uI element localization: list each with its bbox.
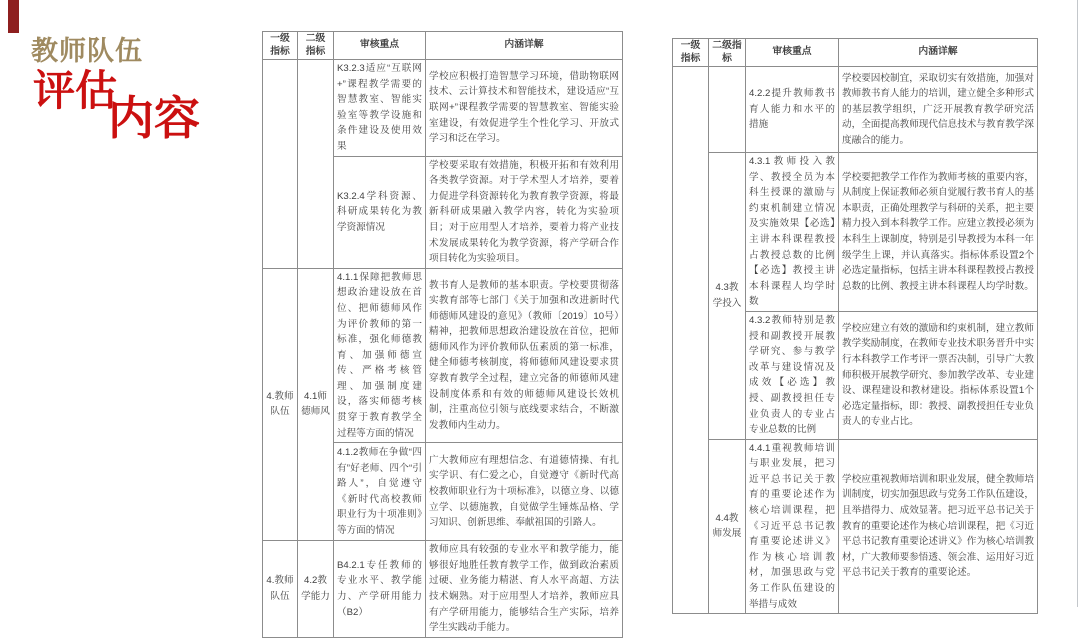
table-row [263, 60, 623, 157]
cell-review: K3.2.4学科资源、科研成果转化为教学资源情况 [334, 156, 426, 268]
table-row [263, 268, 623, 443]
cell-review: 4.2.2提升教师教书育人能力和水平的措施 [746, 67, 839, 153]
table-header-row [673, 39, 1038, 67]
cell-review: 4.1.2教师在争做“四有”好老师、四个“引路人”，自觉遵守《新时代高校教师职业行为十项准则》等方面的情况 [334, 443, 426, 541]
slide-title-part2: 内容 [108, 92, 200, 144]
cell-level2 [709, 67, 746, 153]
header-detail: 内涵详解 [426, 32, 623, 60]
table-row [673, 439, 1038, 614]
cell-review: 4.4.1重视教师培训与职业发展，把习近平总书记关于教育的重要论述作为核心培训课程，把《习近平总书记教育重要论述讲义》作为核心培训教材，加强思政与党务工作队伍建设的举措与成效 [746, 439, 839, 614]
cell-detail: 学校应重视教师培训和职业发展，健全教师培训制度，切实加强思政与党务工作队伍建设，且举措得力、成效显著。把习近平总书记关于教育的重要论述作为核心培训课程，把《习近平总书记教育重要论述讲义》作为核心培训教材，广大教师要参悟透、领会准、运用好习近平总书记关于教育的重要论述。 [839, 439, 1038, 614]
cell-detail: 广大教师应有理想信念、有道德情操、有扎实学识、有仁爱之心，自觉遵守《新时代高校教师职业行为十项标准》，以德立身、以德立学、以德施教，自觉做学生锤炼品格、学习知识、创新思维、奉献祖国的引路人。 [426, 443, 623, 541]
cell-level2: 4.1师德师风 [298, 268, 334, 541]
red-accent-bar [8, 0, 19, 33]
cell-review: B4.2.1专任教师的专业水平、教学能力、产学研用能力（B2） [334, 541, 426, 638]
cell-detail: 教书育人是教师的基本职责。学校要贯彻落实教育部等七部门《关于加强和改进新时代师德师风建设的意见》（教师〔2019〕10号）精神，把教师思想政治建设放在首位，把师德师风作为评价教师队伍素质的第一标准，健全师德考核制度，将师德师风建设要求贯穿教育教学全过程，建立完备的师德师风建设制度体系和有效的师德师风建设长效机制，注重高位引领与底线要求结合，不断激发教师内生动力。 [426, 268, 623, 443]
cell-detail: 学校要因校制宜，采取切实有效措施，加强对教师教书育人能力的培训，建立健全多种形式的基层教学组织，广泛开展教育教学研究活动，全面提高教师现代信息技术与教育教学深度融合的能力。 [839, 67, 1038, 153]
cell-level1: 4.教师队伍 [263, 541, 298, 638]
header-review-focus: 审核重点 [746, 39, 839, 67]
right-table [672, 38, 1038, 614]
cell-detail: 教师应具有较强的专业水平和教学能力，能够很好地胜任教育教学工作，做到政治素质过硬、业务能力精湛、育人水平高超、方法技术娴熟。对于应用型人才培养，教师应具有产学研用能力，能够结合生产实际，培养学生实践动手能力。 [426, 541, 623, 638]
header-level2-indicator: 二级指标 [298, 32, 334, 60]
slide-right-edge [1077, 0, 1078, 607]
cell-review: 4.3.2教师特别是教授和副教授开展教学研究、参与教学改革与建设情况及成效【必选】教授、副教授担任专业负责人的专业占专业总数的比例 [746, 311, 839, 439]
left-table [262, 31, 623, 638]
header-level2-indicator: 二级指标 [709, 39, 746, 67]
slide-subtitle: 教师队伍 [31, 36, 143, 66]
cell-level1: 4.教师队伍 [263, 268, 298, 541]
cell-level2: 4.4教师发展 [709, 439, 746, 614]
cell-detail: 学校要采取有效措施，积极开拓和有效利用各类教学资源。对于学术型人才培养，要着力促进学科资源转化为教育教学资源，将最新科研成果融入教学内容，转化为实验项目；对于应用型人才培养，要着力将产业技术发展成果转化为教学资源，将产学研合作项目转化为实验项目。 [426, 156, 623, 268]
cell-detail: 学校应建立有效的激励和约束机制，建立教师教学奖励制度，在教师专业技术职务晋升中实行本科教学工作考评一票否决制，引导广大教师积极开展教学研究、参加教学改革、专业建设、课程建设和教材建设。指标体系设置1个必选定量指标，即：教授、副教授担任专业负责人的专业占比。 [839, 311, 1038, 439]
table-row [673, 67, 1038, 153]
cell-level1 [263, 60, 298, 269]
cell-level1 [673, 67, 709, 614]
header-review-focus: 审核重点 [334, 32, 426, 60]
cell-review: 4.1.1保障把教师思想政治建设放在首位、把师德师风作为评价教师的第一标准，强化师德教育、加强师德宣传、严格考核管理、加强制度建设，落实师德考核贯穿于教育教学全过程等方面的情况 [334, 268, 426, 443]
cell-review: K3.2.3适应“互联网+”课程教学需要的智慧教室、智能实验室等教学设施和条件建设及使用效果 [334, 60, 426, 157]
header-detail: 内涵详解 [839, 39, 1038, 67]
cell-level2 [298, 60, 334, 269]
header-level1-indicator: 一级指标 [673, 39, 709, 67]
table-header-row [263, 32, 623, 60]
cell-level2: 4.2教学能力 [298, 541, 334, 638]
cell-detail: 学校应积极打造智慧学习环境，借助物联网技术、云计算技术和智能技术，建设适应“互联网+”课程教学需要的智慧教室、智能实验室建设，有效促进学生个性化学习、开放式学习和泛在学习。 [426, 60, 623, 157]
table-row [263, 541, 623, 638]
cell-detail: 学校要把教学工作作为教师考核的重要内容，从制度上保证教师必须自觉履行教书育人的基本职责，正确处理教学与科研的关系，把主要精力投入到本科教学工作。应建立教授必须为本科生上课制度，特别是引导教授为本科一年级学生上课，并认真落实。指标体系设置2个必选定量指标，包括主讲本科课程教授占教授总数的比例、教授主讲本科课程人均学时数。 [839, 153, 1038, 312]
table-row [673, 153, 1038, 312]
slide-title-part1: 评估 [33, 67, 118, 114]
header-level1-indicator: 一级指标 [263, 32, 298, 60]
cell-level2: 4.3教学投入 [709, 153, 746, 440]
cell-review: 4.3.1教师投入教学、教授全员为本科生授课的激励与约束机制建立情况及实施效果【必选】主讲本科课程教授占教授总数的比例【必选】教授主讲本科课程人均学时数 [746, 153, 839, 312]
